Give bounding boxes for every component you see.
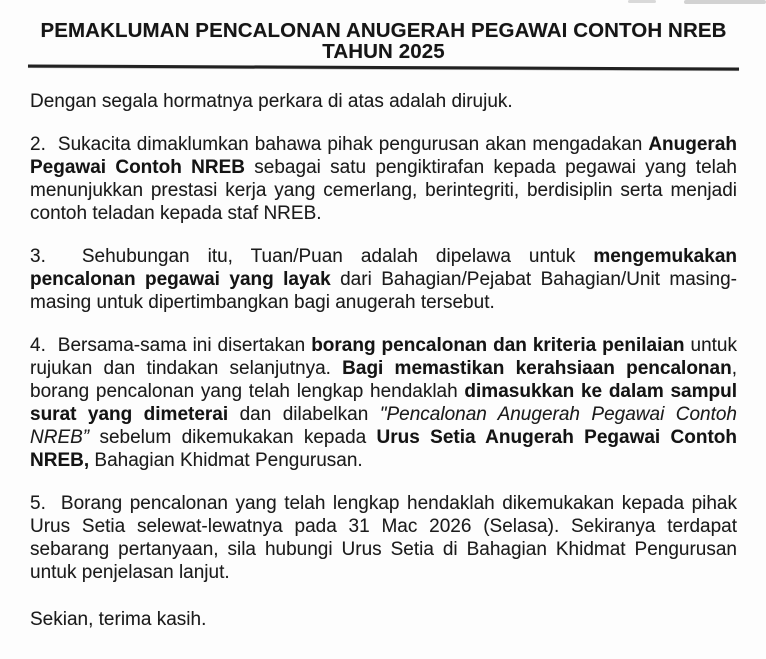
- paragraph: [30, 492, 737, 584]
- text-run: 4. Bersama-sama ini disertakan: [30, 335, 312, 356]
- document-paragraphs: [30, 90, 737, 584]
- text-run: 2. Sukacita dimaklumkan bahawa pihak pengurusan akan mengadakan: [30, 134, 649, 155]
- memo-title-line-2: TAHUN 2025: [322, 40, 445, 63]
- text-run: Bahagian Khidmat Pengurusan.: [89, 450, 363, 471]
- text-run: Anugerah Pegawai Contoh NREB: [30, 134, 737, 178]
- text-run: dari Bahagian/Pejabat Bahagian/Unit masing-masing untuk dipertimbangkan bagi anugerah tersebut.: [30, 269, 737, 313]
- text-run: dan dilabelkan: [228, 404, 380, 425]
- text-run: sebagai satu pengiktirafan kepada pegawai yang telah menunjukkan prestasi kerja yang cemerlang, berintegriti, berdisiplin serta menjadi contoh teladan kepada staf NREB.: [30, 157, 737, 224]
- text-run: sebelum dikemukakan kepada: [89, 427, 377, 448]
- closing-line: Sekian, terima kasih.: [30, 609, 207, 630]
- paragraph: [30, 245, 737, 314]
- paragraph: [30, 133, 737, 225]
- paragraph: [30, 334, 737, 472]
- text-run: Bagi memastikan kerahsiaan pencalonan: [342, 358, 732, 379]
- text-run: mengemukakan pencalonan pegawai yang layak: [30, 246, 737, 290]
- text-run: untuk rujukan dan tindakan selanjutnya.: [30, 335, 737, 379]
- text-run: , borang pencalonan yang telah lengkap hendaklah: [30, 358, 737, 402]
- text-run: 5. Borang pencalonan yang telah lengkap hendaklah dikemukakan kepada pihak Urus Setia selewat-lewatnya pada 31 Mac 2026 (Selasa). Sekiranya terdapat sebarang pertanyaan, sila hubungi Urus Setia di Bahagian Khidmat Pengurusan untuk penjelasan lanjut.: [30, 493, 737, 583]
- text-run: Urus Setia Anugerah Pegawai Contoh NREB,: [30, 427, 738, 471]
- text-run: Dengan segala hormatnya perkara di atas adalah dirujuk.: [30, 91, 513, 112]
- scan-artifact: [684, 0, 766, 4]
- text-run: "Pencalonan Anugerah Pegawai Contoh NREB”: [30, 404, 737, 448]
- memo-body: [30, 90, 737, 631]
- text-run: borang pencalonan dan kriteria penilaian: [311, 335, 685, 356]
- text-run: dimasukkan ke dalam sampul surat yang dimeterai: [30, 381, 737, 425]
- paragraph: [30, 90, 737, 113]
- title-underline-rule: [28, 64, 739, 70]
- text-run: 3. Sehubungan itu, Tuan/Puan adalah dipelawa untuk: [30, 246, 594, 267]
- memo-title-line-1: PEMAKLUMAN PENCALONAN ANUGERAH PEGAWAI CONTOH NREB: [40, 19, 727, 42]
- memo-header: [30, 20, 737, 62]
- scan-artifact: [628, 0, 656, 3]
